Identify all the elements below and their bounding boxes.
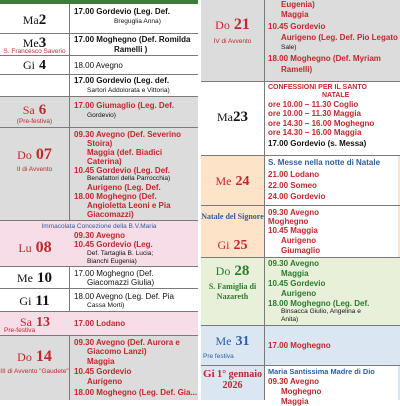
- entry-line: Giacomazzi Giulia): [87, 278, 155, 287]
- row-ma-2: [0, 4, 198, 34]
- entry-line: Angioletta Leoni e Pia: [87, 201, 171, 210]
- entry-line: 24.00 Gordevio: [268, 192, 326, 201]
- entry-line: 18.00 Moghegno (Def. Myriam: [268, 54, 381, 63]
- day-name: Gi: [203, 368, 215, 380]
- entries: [74, 56, 196, 74]
- entry-line: Aurigeno: [87, 377, 123, 386]
- entries: [74, 75, 196, 96]
- entry-line: 09.30 Avegno: [268, 377, 319, 386]
- day-number: 11: [35, 293, 50, 309]
- day-name: Me: [17, 271, 33, 285]
- row-ma-23: [201, 82, 400, 156]
- entry-line: 18.00 Moghegno (Def.: [74, 192, 157, 201]
- day-cell: [201, 326, 265, 365]
- day-cell: [201, 206, 265, 257]
- entry-line: Aurigeno: [281, 289, 317, 298]
- entry-line: 10.45 Gordevio: [268, 279, 326, 288]
- row-gi-25: [201, 206, 400, 258]
- entry-line: Maggia: [87, 357, 115, 366]
- entry-line: Moghegno: [281, 387, 322, 396]
- day-cell: [0, 34, 70, 55]
- entry-line: 17.00 Moghegno (Def. Romilda: [74, 35, 191, 44]
- day-note: S. Francesco Saverio: [3, 48, 66, 55]
- row-me-31: [201, 326, 400, 366]
- day-number: 2: [38, 12, 47, 28]
- entry-line: Aurigeno (Leg. Def.: [87, 183, 161, 192]
- day-number: 4: [39, 58, 46, 73]
- entry-line: 10.45 Gordevio (Leg. Def.: [74, 166, 171, 175]
- entry-line: 18.00 Avegno (Leg. Def. Pia: [74, 292, 174, 301]
- row-sa-6: [0, 97, 198, 128]
- day-number: 1° gennaio 2026: [217, 369, 262, 391]
- entry-line: Aurigeno: [281, 236, 317, 245]
- entry-line: 17.00 Gordevio (Leg. Def.: [74, 7, 171, 16]
- entry-line: ore 10.00 – 11.30 Coglio: [268, 100, 359, 109]
- day-cell: [0, 128, 70, 220]
- day-name: Do: [17, 350, 32, 364]
- day-cell: [0, 221, 70, 266]
- row-do-14: [0, 336, 198, 400]
- entry-line: Maggia: [281, 397, 309, 406]
- entry-line: Gordevio): [87, 112, 116, 119]
- entry-line: 18.00 Avegno: [74, 61, 123, 70]
- day-name: Gi: [23, 58, 35, 72]
- entry-line: ore 14.30 – 16.00 Moghegno: [268, 119, 375, 128]
- left-column: [0, 0, 198, 400]
- day-note: IV di Avvento: [213, 38, 252, 45]
- row-ve-5: [0, 75, 198, 97]
- entry-line: 17.00 Moghegno (Def.: [74, 269, 154, 278]
- entry-line: 21.00 Lodano: [268, 170, 320, 179]
- row-lu-08: [0, 221, 198, 267]
- entry-line: Sale): [281, 44, 297, 51]
- row-do-28: [201, 258, 400, 326]
- entry-line: Caterina): [87, 157, 122, 166]
- entries: [74, 312, 196, 335]
- entry-line: NATALE: [322, 92, 350, 99]
- day-name: Ma: [22, 13, 39, 27]
- entries: [74, 267, 196, 288]
- entry-line: Maria Santissima Madre di Dio: [268, 367, 375, 376]
- row-me-10: [0, 267, 198, 289]
- day-number: 14: [35, 348, 52, 365]
- day-cell: [0, 289, 70, 311]
- entry-line: Ramelli ): [114, 45, 148, 54]
- entry-line: 10.45 Gordevio: [268, 22, 326, 31]
- entry-line: Moghegno: [268, 217, 309, 226]
- entries: [265, 366, 398, 406]
- entry-line: Giacomo Lanzi): [87, 347, 147, 356]
- day-note: Pre festiva: [203, 353, 234, 360]
- entry-line: 17.00 Gordevio (s. Messa): [268, 139, 367, 148]
- day-cell: [0, 267, 70, 288]
- day-name: Me: [22, 36, 39, 50]
- day-name: Lu: [18, 241, 32, 255]
- day-note: III di Avvento "Gaudete": [0, 368, 69, 375]
- entry-line: Sartori Addolorata e Vittoria): [87, 87, 170, 94]
- entry-line: 10.45 Maggia: [268, 226, 318, 235]
- day-note: (Pre-festiva): [16, 118, 53, 125]
- entry-line: ore 14.30 – 16.00 Maggia: [268, 128, 362, 137]
- day-number: 21: [233, 16, 250, 33]
- day-cell: [0, 4, 70, 33]
- entry-line: 09.30 Avegno (Def. Severino: [74, 130, 181, 139]
- day-cell: [0, 97, 70, 127]
- entry-line: Maggia (def. Biadici: [87, 148, 163, 157]
- entry-line: 22.00 Someo: [268, 181, 317, 190]
- entry-line: 09.30 Avegno: [268, 259, 319, 268]
- day-number: 28: [234, 263, 250, 279]
- entry-line: CONFESSIONI PER IL SANTO: [268, 84, 367, 91]
- entries: [74, 231, 196, 266]
- entries: [74, 4, 196, 33]
- entry-line: S. Messe nella notte di Natale: [268, 158, 381, 167]
- day-cell: [201, 82, 265, 155]
- feast-title: Immacolata Concezione della B.V.Maria: [41, 223, 157, 230]
- day-number: 07: [35, 146, 52, 163]
- day-name: Do: [215, 18, 230, 32]
- entries: [268, 326, 398, 365]
- entry-line: Aurigeno (Leg. Def. Pio Legato: [281, 33, 398, 42]
- row-gi-11: [0, 289, 198, 312]
- row-do-07: [0, 128, 198, 221]
- entry-line: Bianchi Eugenia): [87, 258, 137, 265]
- entry-line: Ramelli): [281, 65, 313, 74]
- day-cell: [201, 258, 265, 325]
- row-gi-4: [0, 56, 198, 75]
- entry-line: Binsacca Giulio, Angelina e: [281, 308, 361, 315]
- entry-line: Def. Tartaglia B. Lucia;: [87, 250, 154, 257]
- day-number: 10: [37, 270, 52, 286]
- day-number: 25: [233, 238, 248, 253]
- row-me-24: [201, 156, 400, 206]
- day-cell: [0, 75, 70, 96]
- entry-line: Breguglia Anna): [114, 18, 161, 25]
- entry-line: ore 10.00 – 11.30 Maggia: [268, 109, 361, 118]
- entry-line: 17.00 Lodano: [74, 319, 126, 328]
- entries: [268, 258, 398, 325]
- entry-line: Benafattori della Parrocchia): [87, 175, 171, 182]
- entry-line: Cassa Morti): [87, 302, 125, 309]
- day-name: Gi: [217, 238, 230, 252]
- entries: [265, 156, 398, 205]
- day-cell: [201, 366, 265, 400]
- day-number: 31: [235, 334, 250, 349]
- day-number: 23: [233, 109, 248, 125]
- day-name: Sa: [22, 103, 35, 117]
- entry-line: 18.00 Moghegno (Leg. Def.: [268, 299, 370, 308]
- day-number: 24: [235, 174, 250, 189]
- entry-line: 10.45 Gordevio (Leg.: [74, 240, 153, 249]
- entry-line: Maggia: [281, 269, 309, 278]
- day-note: II di Avvento: [16, 166, 53, 173]
- row-gi-1-gennaio: [201, 366, 400, 406]
- row-do-21: [201, 0, 400, 82]
- entry-line: 09.30 Avegno (Def. Aurora e: [74, 338, 180, 347]
- day-cell: [201, 156, 265, 205]
- day-name: Ma: [217, 110, 233, 124]
- entries: [74, 289, 196, 311]
- row-sa-13: [0, 312, 198, 336]
- day-name: Do: [17, 148, 32, 162]
- day-cell: [0, 56, 70, 74]
- day-note: S. Famiglia di Nazareth: [208, 282, 257, 301]
- day-name: Do: [215, 264, 231, 278]
- day-note: Pre-festiva: [4, 327, 36, 334]
- entry-line: 09.30 Avegno: [268, 208, 319, 217]
- entry-line: Stoira): [87, 139, 113, 148]
- entry-line: 17.00 Moghegno: [268, 341, 331, 350]
- entry-line: 09.30 Avegno: [74, 231, 125, 240]
- day-name: Sa: [20, 315, 32, 329]
- day-name: Gi: [19, 294, 32, 308]
- entry-line: Giumaglio: [281, 246, 321, 255]
- entries: [74, 336, 196, 400]
- entry-line: 17.00 Giumaglio (Leg. Def.: [74, 101, 175, 110]
- day-number: 08: [35, 239, 52, 256]
- entries: [268, 82, 398, 155]
- entry-line: Maggia: [281, 10, 309, 19]
- entries: [74, 128, 196, 220]
- day-number: 6: [38, 102, 47, 118]
- entries: [265, 206, 398, 257]
- entry-line: Anita): [281, 316, 299, 323]
- day-number: 3: [38, 35, 47, 51]
- day-number: 13: [36, 315, 50, 330]
- row-me-3: [0, 34, 198, 56]
- day-name: Me: [215, 174, 232, 188]
- day-cell: [0, 312, 70, 335]
- entry-line: 17.00 Gordevio (Leg. def.: [74, 76, 170, 85]
- entry-line: Eugenia): [281, 0, 315, 9]
- day-name: Me: [215, 334, 232, 348]
- entry-line: Giacomazzi): [87, 210, 134, 219]
- entries: [74, 97, 196, 127]
- entries: [74, 34, 196, 55]
- entry-line: 10.45 Gordevio: [74, 367, 132, 376]
- day-cell: [0, 336, 70, 400]
- right-column: [201, 0, 400, 406]
- entry-line: 18.00 Moghegno (Leg. Def. Gia...: [74, 388, 198, 397]
- entries: [268, 0, 398, 81]
- day-note: Natale del Signore: [201, 212, 264, 221]
- day-cell: [201, 0, 265, 81]
